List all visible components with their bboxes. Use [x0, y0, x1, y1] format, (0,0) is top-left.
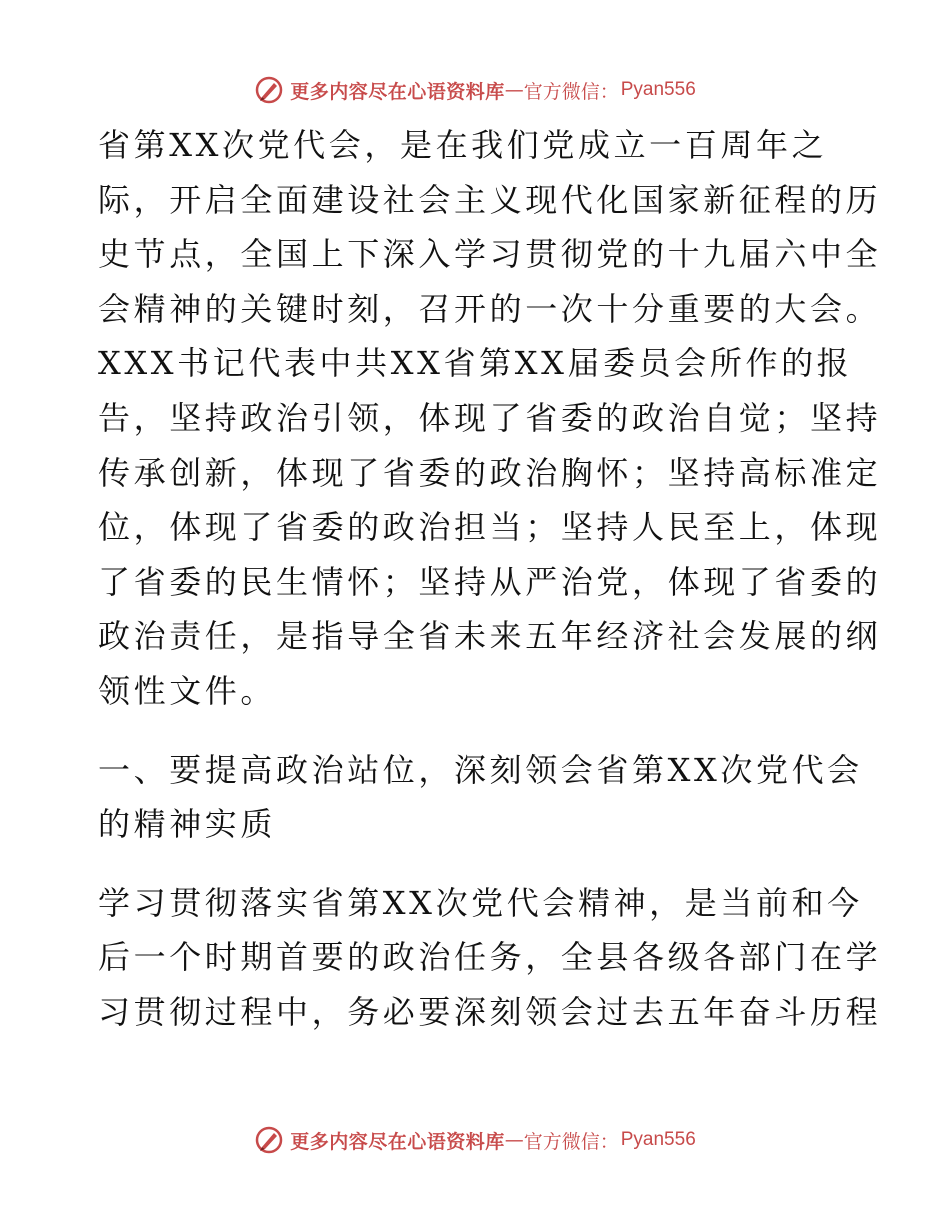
watermark-id: Pyan556 — [620, 1129, 696, 1150]
paragraph-intro — [98, 118, 882, 719]
text-line: 省第XX次党代会，是在我们党成立一百周年之 — [98, 126, 828, 164]
text-line: 传承创新，体现了省委的政治胸怀；坚持高标准定 — [98, 453, 882, 492]
watermark-text: 更多内容尽在心语资料库 — [290, 80, 505, 103]
text-line: XXX书记代表中共XX省第XX届委员会所作的报 — [98, 344, 853, 383]
watermark-id: Pyan556 — [620, 79, 696, 100]
document-body — [98, 118, 882, 1040]
paragraph-body — [98, 876, 882, 1040]
text-line: 政治责任，是指导全省未来五年经济社会发展的纲 — [98, 617, 882, 656]
pen-logo-icon — [254, 1125, 284, 1155]
text-line: 学习贯彻落实省第XX次党代会精神，是当前和今 — [98, 883, 863, 922]
text-line: 告，坚持政治引领，体现了省委的政治自觉；坚持 — [98, 398, 882, 437]
pen-logo-icon — [254, 75, 284, 105]
text-line: 领性文件。 — [98, 671, 277, 710]
text-line: 了省委的民生情怀；坚持从严治党，体现了省委的 — [98, 562, 882, 601]
text-line: 习贯彻过程中，务必要深刻领会过去五年奋斗历程 — [98, 992, 882, 1031]
watermark-separator: — — [504, 1129, 524, 1151]
watermark-label: 官方微信： — [523, 1130, 619, 1153]
heading-line: 一、要提高政治站位，深刻领会省第XX次党代会 — [98, 750, 863, 789]
watermark-separator: — — [504, 79, 524, 101]
text-line: 史节点，全国上下深入学习贯彻党的十九届六中全 — [98, 235, 882, 274]
section-heading — [98, 743, 863, 852]
watermark-text: 更多内容尽在心语资料库 — [290, 1130, 505, 1153]
header-watermark — [0, 70, 950, 110]
text-line: 际，开启全面建设社会主义现代化国家新征程的历 — [98, 180, 882, 219]
text-line: 位，体现了省委的政治担当；坚持人民至上，体现 — [98, 508, 882, 547]
heading-line: 的精神实质 — [98, 805, 277, 844]
watermark-label: 官方微信： — [523, 80, 619, 103]
footer-watermark — [0, 1120, 950, 1160]
text-line: 后一个时期首要的政治任务，全县各级各部门在学 — [98, 938, 882, 977]
text-line: 会精神的关键时刻，召开的一次十分重要的大会。 — [98, 289, 882, 328]
